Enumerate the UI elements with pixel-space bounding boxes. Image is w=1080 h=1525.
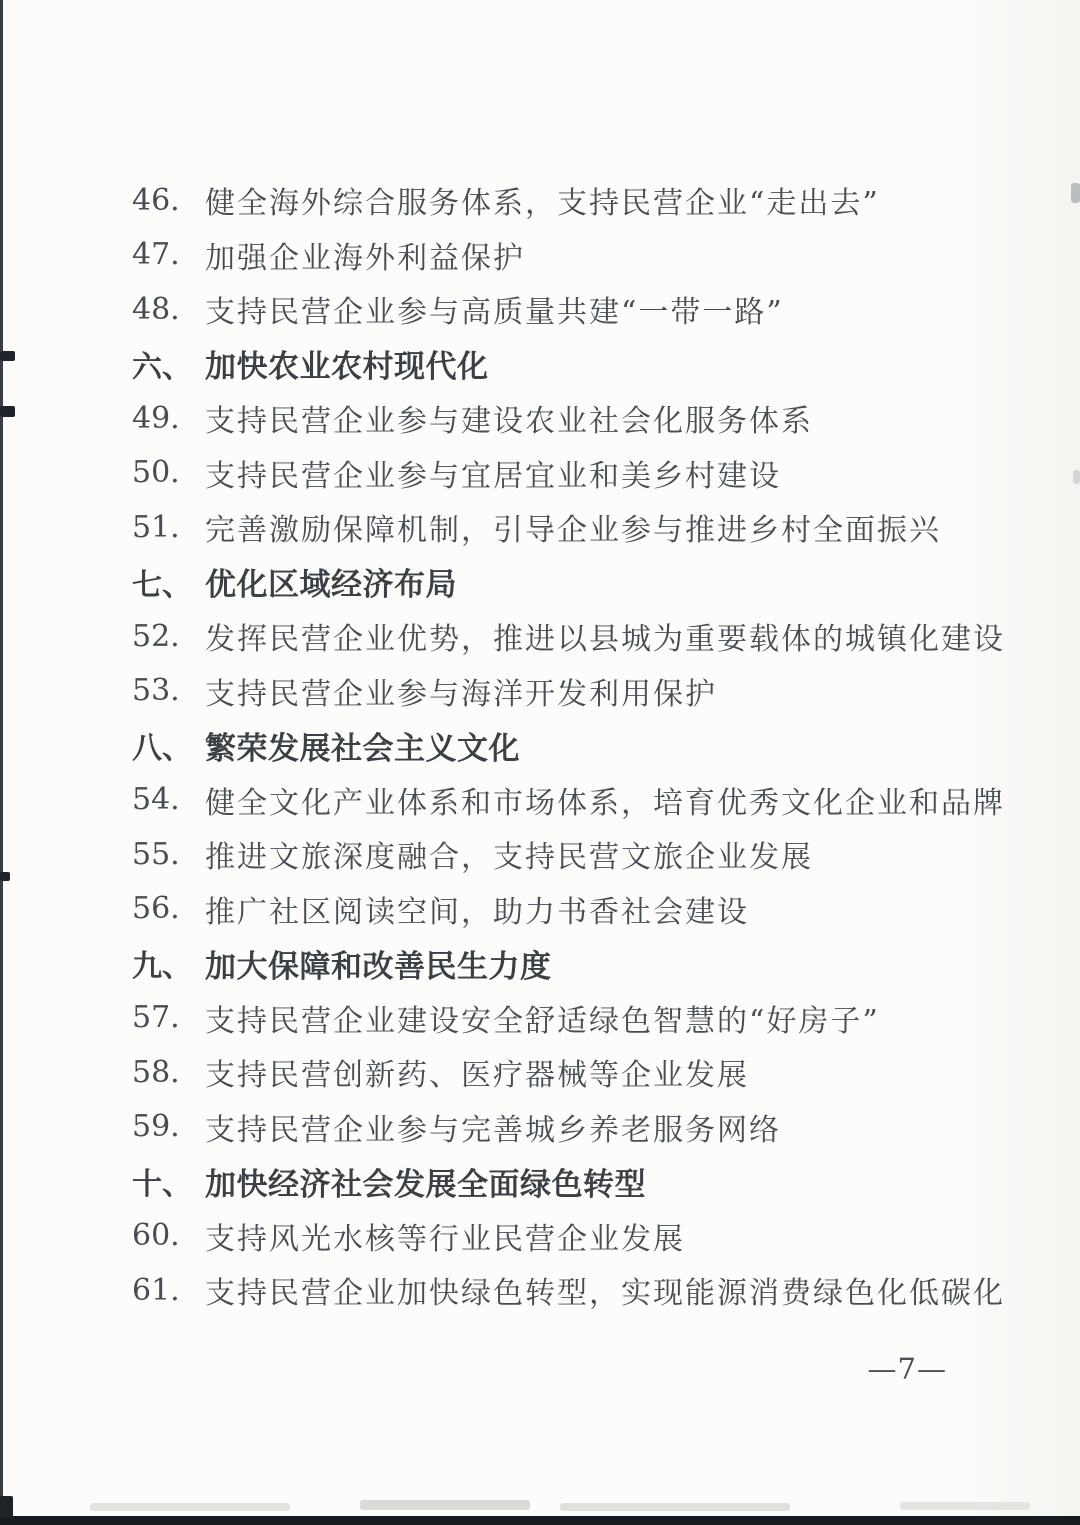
row-marker: 八、: [132, 731, 192, 767]
numbered-item-row: [0, 664, 1080, 719]
numbered-item-row: [0, 228, 1080, 283]
row-text: 支持民营企业参与高质量共建“一带一路”: [205, 295, 784, 331]
numbered-item-row: [0, 773, 1080, 828]
numbered-item-row: [0, 882, 1080, 937]
row-marker: 60.: [132, 1218, 180, 1254]
scan-mark-icon: [0, 1496, 13, 1518]
numbered-item-row: [0, 827, 1080, 882]
row-marker: 57.: [132, 1000, 180, 1036]
section-heading-row: [0, 936, 1080, 991]
numbered-item-row: [0, 1263, 1080, 1318]
row-marker: 48.: [132, 291, 180, 327]
scan-mark-icon: [0, 406, 15, 417]
numbered-item-row: [0, 609, 1080, 664]
row-marker: 52.: [132, 618, 180, 654]
row-text: 加快经济社会发展全面绿色转型: [205, 1166, 646, 1203]
row-marker: 49.: [132, 400, 180, 436]
row-text: 健全海外综合服务体系，支持民营企业“走出去”: [205, 186, 880, 222]
row-text: 支持民营企业参与宜居宜业和美乡村建设: [205, 458, 781, 494]
row-marker: 61.: [132, 1272, 180, 1308]
section-heading-row: [0, 555, 1080, 610]
scan-smudge-icon: [560, 1503, 790, 1511]
row-text: 推广社区阅读空间，助力书香社会建设: [205, 894, 749, 930]
row-marker: 56.: [132, 891, 180, 927]
row-text: 支持民营企业参与海洋开发利用保护: [205, 676, 717, 712]
numbered-item-row: [0, 991, 1080, 1046]
section-heading-row: [0, 718, 1080, 773]
row-text: 完善激励保障机制，引导企业参与推进乡村全面振兴: [205, 513, 941, 549]
scan-edge-left-icon: [0, 0, 3, 1525]
row-marker: 50.: [132, 455, 180, 491]
page-number: —7—: [867, 1352, 947, 1386]
row-marker: 53.: [132, 673, 180, 709]
row-marker: 46.: [132, 182, 180, 218]
row-text: 加大保障和改善民生力度: [205, 948, 552, 985]
numbered-item-row: [0, 446, 1080, 501]
row-marker: 59.: [132, 1109, 180, 1145]
scan-smudge-icon: [360, 1500, 530, 1510]
row-marker: 七、: [132, 567, 192, 603]
section-heading-row: [0, 1154, 1080, 1209]
row-text: 健全文化产业体系和市场体系，培育优秀文化企业和品牌: [205, 785, 1005, 821]
row-text: 支持风光水核等行业民营企业发展: [205, 1221, 685, 1257]
row-text: 优化区域经济布局: [205, 567, 457, 604]
row-text: 支持民营创新药、医疗器械等企业发展: [205, 1058, 749, 1094]
row-text: 发挥民营企业优势，推进以县城为重要载体的城镇化建设: [205, 622, 1005, 658]
section-heading-row: [0, 337, 1080, 392]
numbered-item-row: [0, 1045, 1080, 1100]
row-text: 支持民营企业参与完善城乡养老服务网络: [205, 1112, 781, 1148]
row-marker: 55.: [132, 836, 180, 872]
numbered-item-row: [0, 173, 1080, 228]
scan-smudge-icon: [900, 1502, 1030, 1510]
document-body: [0, 173, 1080, 1318]
row-marker: 58.: [132, 1054, 180, 1090]
row-text: 支持民营企业加快绿色转型，实现能源消费绿色化低碳化: [205, 1276, 1005, 1312]
numbered-item-row: [0, 282, 1080, 337]
row-text: 支持民营企业参与建设农业社会化服务体系: [205, 404, 813, 440]
row-marker: 54.: [132, 782, 180, 818]
row-text: 加快农业农村现代化: [205, 349, 489, 386]
row-marker: 51.: [132, 509, 180, 545]
row-text: 加强企业海外利益保护: [205, 240, 525, 276]
row-marker: 六、: [132, 349, 192, 385]
row-text: 支持民营企业建设安全舒适绿色智慧的“好房子”: [205, 1003, 880, 1039]
scan-smudge-icon: [90, 1503, 290, 1511]
scan-mark-icon: [0, 351, 15, 361]
row-marker: 十、: [132, 1167, 192, 1203]
scan-edge-bottom-icon: [0, 1516, 1080, 1525]
scan-mark-icon: [0, 872, 10, 881]
numbered-item-row: [0, 1100, 1080, 1155]
numbered-item-row: [0, 1209, 1080, 1264]
numbered-item-row: [0, 500, 1080, 555]
row-marker: 九、: [132, 949, 192, 985]
row-text: 推进文旅深度融合，支持民营文旅企业发展: [205, 840, 813, 876]
row-marker: 47.: [132, 237, 180, 273]
scan-smudge-icon: [1073, 470, 1080, 484]
row-text: 繁荣发展社会主义文化: [205, 730, 520, 767]
scan-smudge-icon: [1071, 183, 1080, 203]
numbered-item-row: [0, 391, 1080, 446]
